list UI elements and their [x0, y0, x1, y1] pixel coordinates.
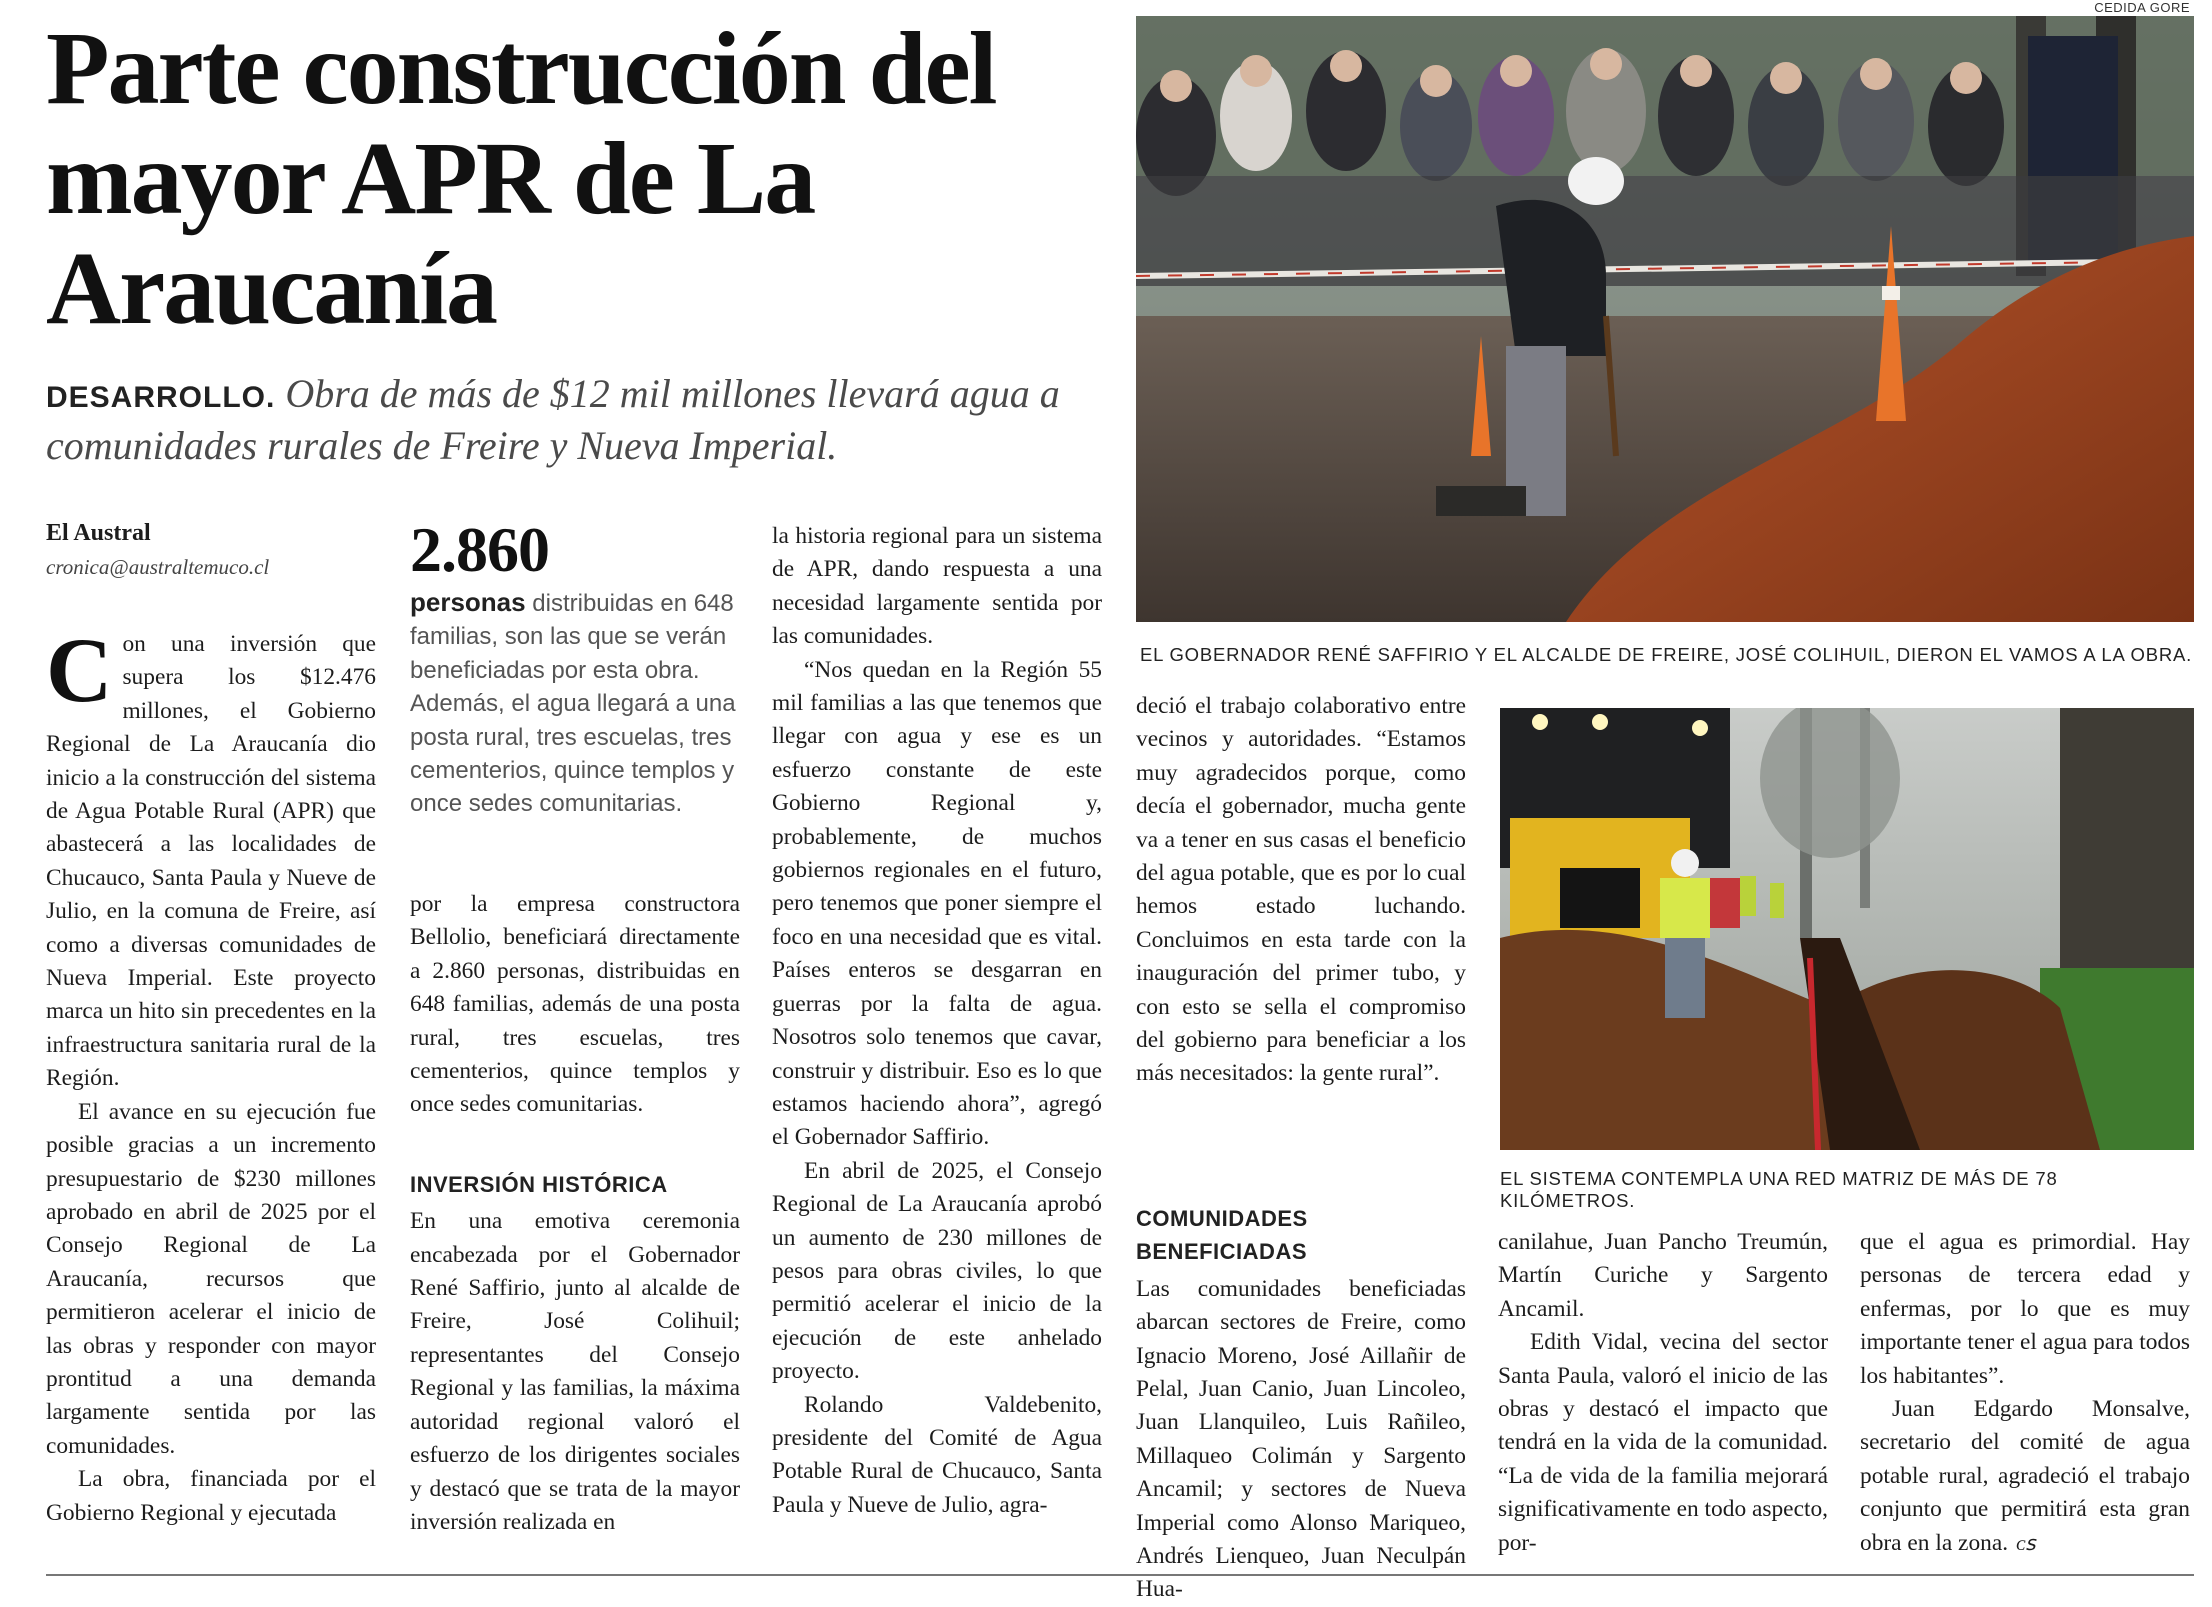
- paragraph: la historia regional para un sistema de APR, dando respuesta a una necesidad largamente sentida por las comunidades.: [772, 523, 1102, 650]
- column-1: [46, 619, 376, 1530]
- ceremony-photo-illustration: [1136, 16, 2194, 622]
- byline: [46, 520, 376, 580]
- column-4-lower: [1136, 1194, 1466, 1607]
- fact-box: [410, 514, 740, 821]
- paragraph: La obra, financiada por el Gobierno Regional y ejecutada: [46, 1466, 376, 1526]
- deck: [46, 370, 1116, 470]
- paragraph: Las comunidades beneficiadas abarcan sectores de Freire, como Ignacio Moreno, José Aillañir de Pelal, Juan Canio, Juan Lincoleo, Juan Llanquileo, Luis Rañileo, Millaqueo Colimán y Sargento Ancamil; y sectores de Nueva Imperial como Alonso Mariqueo, Andrés Lienqueo, Juan Neculpán Hua-: [1136, 1275, 1466, 1603]
- end-mark: ᴄꜱ: [2016, 1532, 2036, 1555]
- column-5: [1498, 1226, 1828, 1560]
- trench-photo: [1500, 708, 2194, 1150]
- fact-text: distribuidas en 648 familias, son las que se verán beneficiadas por esta obra. Además, el agua llegará a una posta rural, tres escuelas, tres cementerios, quince templos y once sedes comunitarias.: [410, 590, 736, 818]
- subhead-inversion: INVERSIÓN HISTÓRICA: [410, 1171, 668, 1197]
- paragraph: El avance en su ejecución fue posible gracias a un incremento presupuestario de $230 millones aprobado en abril de 2025 por el Consejo Regional de La Araucanía, recursos que permitieron acelerar el inicio de las obras y responder con mayor prontitud a una demanda largamente sentida por las comunidades.: [46, 1098, 376, 1459]
- fact-text-block: [410, 586, 740, 821]
- paragraph: [1860, 1393, 2190, 1561]
- paragraph: “Nos quedan en la Región 55 mil familias a las que tenemos que llegar con agua y ese es un esfuerzo constante de este Gobierno Regional y, probablemente, de muchos gobiernos regionales en el futuro, pero tenemos que poner siempre el foco en una necesidad que es vital. Países enteros se desgarran en guerras por la falta de agua. Nosotros solo tenemos que cavar, construir y distribuir. Eso es lo que estamos haciendo ahora”, agregó el Gobernador Saffirio.: [772, 656, 1102, 1151]
- paragraph: canilahue, Juan Pancho Treumún, Martín Curiche y Sargento Ancamil.: [1498, 1229, 1828, 1322]
- paragraph: Edith Vidal, vecina del sector Santa Paula, valoró el inicio de las obras y destacó el impacto que tendrá en la vida de la comunidad. “La de vida de la familia mejorará significativamente en todo aspecto, por-: [1498, 1329, 1828, 1556]
- lead-paragraph-text: on una inversión que supera los $12.476 millones, el Gobierno Regional de La Araucanía dio inicio a la construcción del sistema de Agua Potable Rural (APR) que abastecerá a las localidades de Chucauco, Santa Paula y Nueve de Julio, en la comuna de Freire, así como a diversas comunidades de Nueva Imperial. Este proyecto marca un hito sin precedentes en la infraestructura sanitaria rural de la Región.: [46, 631, 376, 1092]
- photo-credit: CEDIDA GORE: [2094, 0, 2190, 15]
- column-4: [1136, 690, 1466, 1091]
- fact-number: 2.860: [410, 514, 549, 585]
- paragraph: por la empresa constructora Bellolio, beneficiará directamente a 2.860 personas, distribuidas en 648 familias, además de una posta rural, tres escuelas, tres cementerios, quince templos y once sedes comunitarias.: [410, 891, 740, 1118]
- paragraph: que el agua es primordial. Hay personas de tercera edad y enfermas, por lo que es muy importante tener el agua para todos los habitantes”.: [1860, 1229, 2190, 1389]
- paragraph: Rolando Valdebenito, presidente del Comité de Agua Potable Rural de Chucauco, Santa Paula y Nueve de Julio, agra-: [772, 1391, 1102, 1518]
- ceremony-photo-caption: EL GOBERNADOR RENÉ SAFFIRIO Y EL ALCALDE DE FREIRE, JOSÉ COLIHUIL, DIERON EL VAMOS A LA OBRA.: [1140, 644, 2193, 665]
- bottom-divider: [46, 1574, 2194, 1576]
- deck-kicker: DESARROLLO.: [46, 381, 276, 414]
- headline: Parte construcción del mayor APR de La Araucanía: [46, 11, 996, 346]
- subhead-comunidades: COMUNIDADES BENEFICIADAS: [1136, 1206, 1308, 1265]
- lead-paragraph: [46, 619, 376, 1096]
- column-2: [410, 888, 740, 1539]
- paragraph: En una emotiva ceremonia encabezada por el Gobernador René Saffirio, junto al alcalde de Freire, José Colihuil; representantes del Consejo Regional y las familias, la máxima autoridad regional valoró el esfuerzo de los dirigentes sociales y destacó que se trata de la mayor inversión realizada en: [410, 1208, 740, 1535]
- dropcap: C: [46, 619, 113, 721]
- paragraph: deció el trabajo colaborativo entre vecinos y autoridades. “Estamos muy agradecidos porque, como decía el gobernador, mucha gente va a tener en sus casas el beneficio del agua potable, que es por lo cual hemos estado luchando. Concluimos en esta tarde con la inauguración del primer tubo, y con esto se sella el compromiso del gobierno para beneficiar a los más necesitados: la gente rural”.: [1136, 693, 1466, 1087]
- ceremony-photo: [1136, 16, 2194, 622]
- byline-name: El Austral: [46, 520, 151, 546]
- trench-photo-illustration: [1500, 708, 2194, 1150]
- paragraph-text: Juan Edgardo Monsalve, secretario del comité de agua potable rural, agradeció el trabajo conjunto que permitirá esta gran obra en la zona.: [1860, 1396, 2190, 1556]
- column-3: [772, 520, 1102, 1522]
- fact-lead: personas: [410, 587, 526, 617]
- byline-email: cronica@australtemuco.cl: [46, 555, 270, 579]
- paragraph: En abril de 2025, el Consejo Regional de La Araucanía aprobó un aumento de 230 millones de pesos para obras civiles, lo que permitió acelerar el inicio de la ejecución de este anhelado proyecto.: [772, 1157, 1102, 1385]
- column-6: [1860, 1226, 2190, 1561]
- trench-photo-caption: EL SISTEMA CONTEMPLA UNA RED MATRIZ DE MÁS DE 78 KILÓMETROS.: [1500, 1168, 2058, 1211]
- deck-text: Obra de más de $12 mil millones llevará agua a comunidades rurales de Freire y Nueva Imperial.: [46, 371, 1060, 468]
